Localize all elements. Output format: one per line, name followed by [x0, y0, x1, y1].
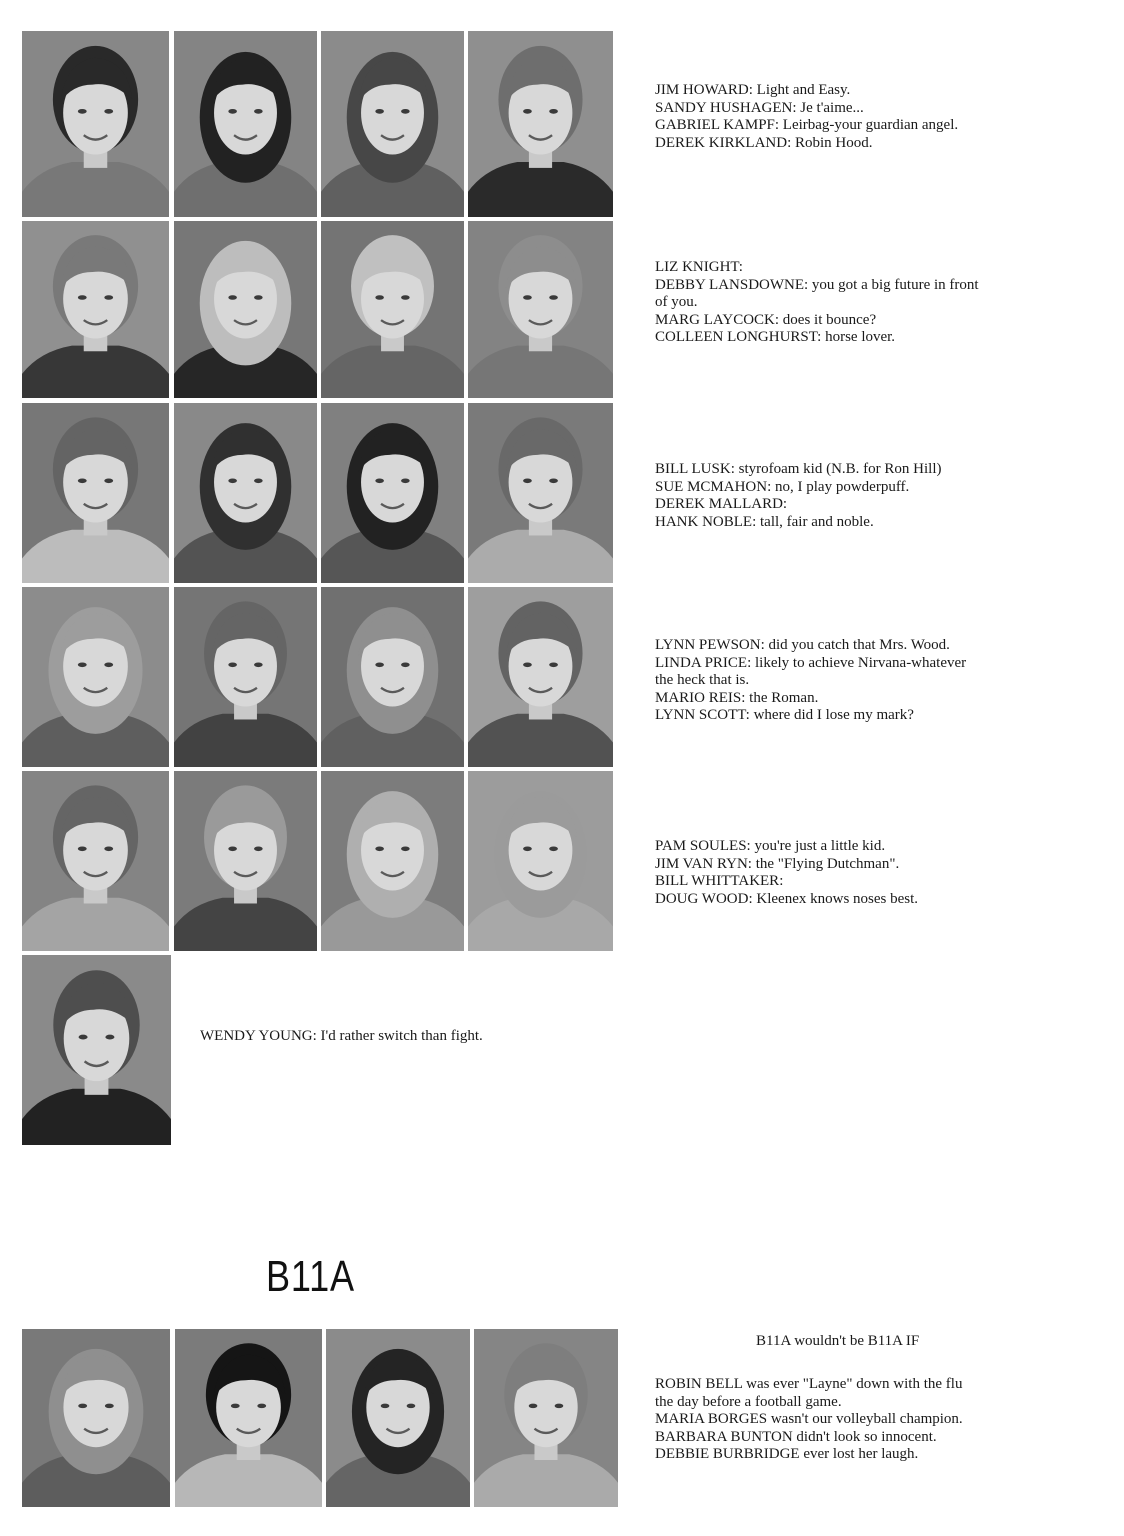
- portrait-photo: [321, 31, 464, 217]
- caption-group-4: LYNN PEWSON: did you catch that Mrs. Wood. LINDA PRICE: likely to achieve Nirvana-whatever the heck that is. MARIO REIS: the Roman. LYNN SCOTT: where did I lose my mark?: [655, 637, 967, 723]
- portrait-photo: [175, 1329, 322, 1507]
- portrait-photo: [22, 1329, 170, 1507]
- portrait-photo: [468, 771, 613, 951]
- portrait-silhouette: [22, 221, 169, 398]
- portrait-silhouette: [22, 1329, 170, 1507]
- portrait-silhouette: [321, 31, 464, 217]
- caption-group-2: LIZ KNIGHT: DEBBY LANSDOWNE: you got a big future in front of you. MARG LAYCOCK: does it bounce? COLLEEN LONGHURST: horse lover.: [655, 259, 979, 345]
- portrait-photo: [174, 31, 317, 217]
- caption-group-3: BILL LUSK: styrofoam kid (N.B. for Ron Hill) SUE MCMAHON: no, I play powderpuff. DEREK MALLARD: HANK NOBLE: tall, fair and noble.: [655, 461, 942, 530]
- portrait-photo: [174, 221, 317, 398]
- portrait-photo: [468, 221, 613, 398]
- portrait-photo: [22, 403, 169, 583]
- portrait-silhouette: [468, 221, 613, 398]
- portrait-silhouette: [22, 955, 171, 1145]
- portrait-silhouette: [468, 771, 613, 951]
- portrait-silhouette: [321, 587, 464, 767]
- portrait-silhouette: [468, 403, 613, 583]
- portrait-photo: [174, 771, 317, 951]
- caption-group-1: JIM HOWARD: Light and Easy. SANDY HUSHAGEN: Je t'aime... GABRIEL KAMPF: Leirbag-your guardian angel. DEREK KIRKLAND: Robin Hood.: [655, 82, 959, 151]
- portrait-silhouette: [22, 31, 169, 217]
- portrait-silhouette: [174, 771, 317, 951]
- section-caption: ROBIN BELL was ever "Layne" down with the flu the day before a football game. MARIA BORGES wasn't our volleyball champion. BARBARA BUNTON didn't look so innocent. DEBBIE BURBRIDGE ever lost her laugh.: [655, 1376, 963, 1462]
- portrait-photo: [22, 771, 169, 951]
- portrait-photo: [174, 587, 317, 767]
- section-intro: B11A wouldn't be B11A IF: [756, 1333, 920, 1349]
- portrait-photo: [321, 771, 464, 951]
- portrait-silhouette: [22, 771, 169, 951]
- portrait-photo: [321, 221, 464, 398]
- portrait-photo: [474, 1329, 618, 1507]
- caption-group-6: WENDY YOUNG: I'd rather switch than fight.: [200, 1028, 483, 1044]
- portrait-silhouette: [175, 1329, 322, 1507]
- portrait-photo: [321, 587, 464, 767]
- portrait-silhouette: [468, 31, 613, 217]
- portrait-silhouette: [174, 587, 317, 767]
- portrait-silhouette: [22, 587, 169, 767]
- portrait-photo: [22, 31, 169, 217]
- portrait-photo: [22, 221, 169, 398]
- section-title: B11A: [266, 1252, 355, 1301]
- portrait-silhouette: [174, 403, 317, 583]
- portrait-photo: [468, 31, 613, 217]
- portrait-silhouette: [468, 587, 613, 767]
- portrait-silhouette: [22, 403, 169, 583]
- portrait-silhouette: [174, 221, 317, 398]
- portrait-photo: [468, 587, 613, 767]
- portrait-silhouette: [321, 403, 464, 583]
- portrait-photo: [326, 1329, 470, 1507]
- portrait-photo: [468, 403, 613, 583]
- portrait-photo: [174, 403, 317, 583]
- portrait-silhouette: [321, 221, 464, 398]
- portrait-silhouette: [474, 1329, 618, 1507]
- portrait-silhouette: [326, 1329, 470, 1507]
- portrait-photo: [22, 587, 169, 767]
- portrait-photo: [22, 955, 171, 1145]
- portrait-photo: [321, 403, 464, 583]
- caption-group-5: PAM SOULES: you're just a little kid. JIM VAN RYN: the "Flying Dutchman". BILL WHITTAKER: DOUG WOOD: Kleenex knows noses best.: [655, 838, 919, 907]
- portrait-silhouette: [174, 31, 317, 217]
- portrait-silhouette: [321, 771, 464, 951]
